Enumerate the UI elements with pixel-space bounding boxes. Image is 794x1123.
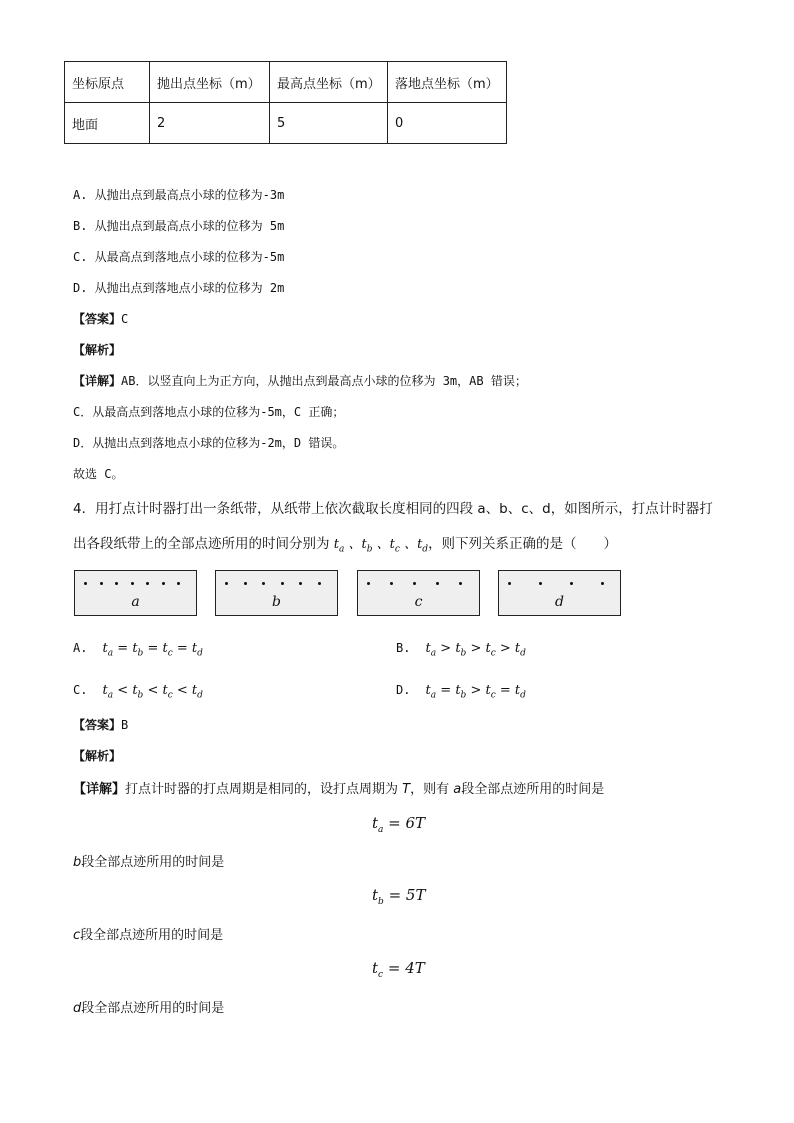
option-letter: A. [73, 641, 88, 655]
tape-dot [281, 582, 284, 585]
tape-dot [131, 582, 134, 585]
table-header-cell: 坐标原点 [65, 62, 150, 103]
option-formula: $t_a = t_b = t_c = t_d$ [102, 641, 203, 659]
tape-dot [115, 582, 118, 585]
answer-value: C [121, 312, 129, 326]
option-letter: B. [396, 641, 411, 655]
coordinate-table [64, 61, 507, 144]
option-letter: D. [396, 683, 411, 697]
equation-c: $t_c = 4T$ [372, 959, 425, 980]
table-row [65, 103, 507, 144]
tape-dot [508, 582, 511, 585]
table-cell: 5 [270, 103, 388, 144]
table-cell: 地面 [65, 103, 150, 144]
q3-answer [73, 310, 128, 327]
tape-dot [570, 582, 573, 585]
q3-option-d: D. 从抛出点到落地点小球的位移为 2m [73, 281, 285, 295]
detail-text: 打点计时器的打点周期是相同的，设打点周期为 [125, 782, 399, 797]
q4-stem-line-1: 4．用打点计时器打出一条纸带，从纸带上依次截取长度相同的四段 a、b、c、d，如图所示，打点计时器打 [73, 501, 713, 517]
equation-a: $t_a = 6T$ [372, 814, 426, 835]
equation-value: 6T [405, 814, 426, 832]
tape-dot [146, 582, 149, 585]
segment-text: 段全部点迹所用的时间是 [81, 1001, 225, 1016]
q3-option-c: C. 从最高点到落地点小球的位移为-5m [73, 250, 285, 264]
tape-dot [539, 582, 542, 585]
q3-analysis-label: 【解析】 [73, 343, 122, 357]
detail-label: 【详解】 [73, 374, 122, 388]
c-segment-line [73, 924, 223, 943]
tape-dot [162, 582, 165, 585]
detail-text: AB．以竖直向上为正方向，从抛出点到最高点小球的位移为 3m，AB 错误； [121, 374, 527, 388]
tape-dot [459, 582, 462, 585]
detail-var: T [402, 782, 411, 797]
option-formula: $t_a = t_b > t_c = t_d$ [425, 683, 526, 701]
segment-var: c [73, 928, 81, 943]
tape-dot [367, 582, 370, 585]
tape-dot [100, 582, 103, 585]
option-formula: $t_a < t_b < t_c < t_d$ [102, 683, 203, 701]
q3-conclusion: 故选 C。 [73, 467, 124, 481]
tape-dot [177, 582, 180, 585]
q3-detail-line-1 [73, 372, 527, 389]
segment-text: 段全部点迹所用的时间是 [80, 928, 224, 943]
tape-label: c [414, 594, 423, 610]
d-segment-line [73, 997, 224, 1016]
q3-detail-line-2: C．从最高点到落地点小球的位移为-5m，C 正确； [73, 405, 345, 419]
tape-dot [318, 582, 321, 585]
q4-option-a [73, 637, 203, 659]
stem-text: ，则下列关系正确的是（ ） [428, 536, 618, 552]
q4-analysis-label: 【解析】 [73, 749, 122, 763]
tape-label: b [272, 594, 281, 610]
segment-text: 段全部点迹所用的时间是 [81, 855, 225, 870]
paper-tape-d [498, 570, 621, 616]
detail-text: 段全部点迹所用的时间是 [461, 782, 605, 797]
b-segment-line [73, 851, 224, 870]
time-variables: $t_a$ 、$t_b$ 、$t_c$ 、$t_d$ [333, 537, 429, 555]
q4-detail-line [73, 778, 604, 797]
q3-option-a: A. 从抛出点到最高点小球的位移为-3m [73, 188, 285, 202]
detail-label: 【详解】 [73, 782, 126, 797]
paper-tape-c [357, 570, 480, 616]
equation-b: $t_b = 5T$ [372, 886, 426, 907]
q4-option-b [396, 637, 526, 659]
detail-var: a [453, 782, 462, 797]
stem-text: 出各段纸带上的全部点迹所用的时间分别为 [73, 536, 330, 552]
answer-label: 【答案】 [73, 718, 122, 732]
option-formula: $t_a > t_b > t_c > t_d$ [425, 641, 526, 659]
equation-value: 5T [405, 886, 426, 904]
table-header-row [65, 62, 507, 103]
option-letter: C. [73, 683, 88, 697]
answer-label: 【答案】 [73, 312, 122, 326]
tape-dot [225, 582, 228, 585]
detail-text: ，则有 [410, 782, 450, 797]
tape-label: d [555, 594, 564, 610]
paper-tape-a [74, 570, 197, 616]
paper-tape-b [215, 570, 338, 616]
tape-dot [436, 582, 439, 585]
tape-dot [244, 582, 247, 585]
tape-dot [299, 582, 302, 585]
table-header-cell: 落地点坐标（m） [388, 62, 507, 103]
equation-value: 4T [405, 959, 425, 977]
table-cell: 0 [388, 103, 507, 144]
answer-value: B [121, 718, 129, 732]
tape-dot [262, 582, 265, 585]
q4-answer [73, 716, 128, 733]
q4-option-c [73, 679, 203, 701]
q3-option-b: B. 从抛出点到最高点小球的位移为 5m [73, 219, 285, 233]
tape-label: a [131, 594, 140, 610]
q3-detail-line-3: D．从抛出点到落地点小球的位移为-2m，D 错误。 [73, 436, 345, 450]
q4-stem-line-2 [73, 532, 617, 555]
tape-dot [601, 582, 604, 585]
table-header-cell: 最高点坐标（m） [270, 62, 388, 103]
segment-var: d [73, 1001, 82, 1016]
table-header-cell: 抛出点坐标（m） [150, 62, 270, 103]
tape-dot [413, 582, 416, 585]
tape-dot [84, 582, 87, 585]
segment-var: b [73, 855, 82, 870]
tape-dot [390, 582, 393, 585]
table-cell: 2 [150, 103, 270, 144]
q4-option-d [396, 679, 526, 701]
